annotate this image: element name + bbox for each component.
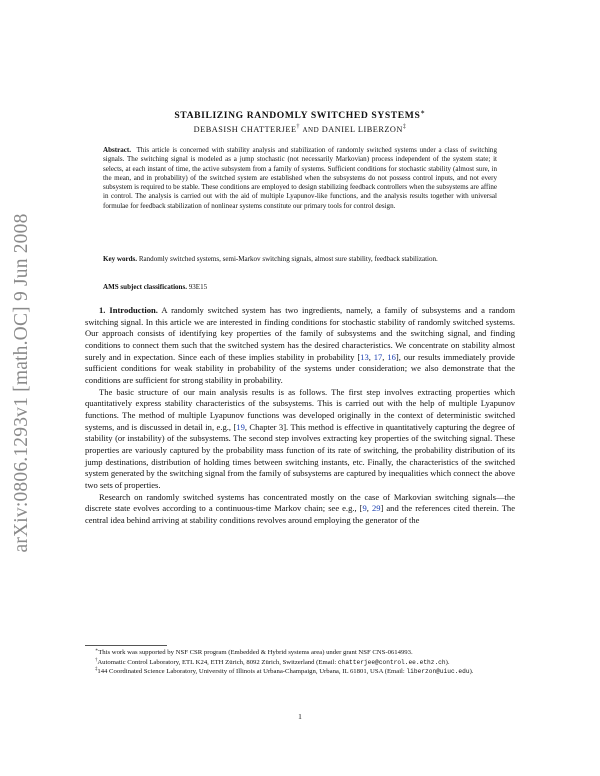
author-line: DEBASISH CHATTERJEE† AND DANIEL LIBERZON‡ [193, 124, 407, 134]
arxiv-sidebar-stamp [2, 185, 42, 580]
keywords-label: Key words. [103, 255, 138, 263]
page-number: 1 [298, 712, 302, 721]
keywords-text: Randomly switched systems, semi-Markov switching signals, almost sure stability, feedback stabilization. [138, 255, 438, 263]
citation-link[interactable]: 13 [360, 351, 369, 362]
ams-classifications [103, 283, 497, 291]
title-footnote-mark[interactable]: ∗ [420, 108, 426, 116]
citation-link[interactable]: 16 [387, 351, 396, 362]
footnote-divider [85, 645, 167, 646]
introduction-section [85, 305, 515, 526]
keywords [103, 255, 497, 264]
ams-label: AMS subject classifications. [103, 283, 187, 291]
author-2: DANIEL LIBERZON [321, 125, 403, 134]
email-link[interactable]: liberzon@uiuc.edu [406, 668, 470, 675]
footnote-2: †Automatic Control Laboratory, ETL K24, ETH Zürich, 8092 Zürich, Switzerland (Email: chatterjee@control.ee.ethz.ch). [95, 657, 450, 666]
footnotes [85, 648, 515, 677]
abstract-label: Abstract. [103, 146, 131, 154]
intro-paragraph-2: The basic structure of our main analysis results is as follows. The first step involves extracting properties which quantitatively express stability characteristics of the subsystems. This is carried out with the help of multiple Lyapunov functions. The method of multiple Lyapunov functions was developed originally in the context of deterministic switched systems, and is discussed in detail in, e.g., [19, Chapter 3]. This method is effective in quantitatively capturing the degree of stability (or instability) of the subsystems. The second step involves extracting key properties of the switching signal. These properties are variously captured by the probability mass function of its rate of switching, the probability distribution of its jump destinations, distribution of holding times between switching instants, etc. Finally, the characteristics of the switched system generated by the switching signal from the family of subsystems are captured by inequalities which connect the above two sets of properties. [85, 386, 515, 490]
intro-paragraph-1: 1. Introduction. A randomly switched system has two ingredients, namely, a family of subsystems and a random switching signal. In this article we are interested in finding conditions for stochastic stability of randomly switched systems. Our approach consists of identifying key properties of the family of subsystems and the switching signal, and finding conditions to connect them such that the switched system has the desired characteristics. We concentrate on stability almost surely and in expectation. Since each of these implies stability in probability [13, 17, 16], our results immediately provide sufficient conditions for weak stability in probability of the systems under consideration; we also demonstrate that the conditions are sufficient for strong stability in probability. [85, 305, 515, 385]
abstract-text: This article is concerned with stability analysis and stabilization of randomly switched systems under a class of switching signals. The switching signal is modeled as a jump stochastic (not necessarily Markovian) process independent of the system state; it selects, at each instant of time, the active subsystem from a family of systems. Sufficient conditions for stochastic stability (almost sure, in the mean, and in probability) of the switched system are established when the subsystems do not possess control inputs, and not every subsystem is required to be stable. These conditions are employed to design stabilizing feedback controllers when the subsystems are affine in control. The analysis is carried out with the aid of multiple Lyapunov-like functions, and the analysis results together with universal formulae for feedback stabilization of nonlinear systems constitute our primary tools for control design. [103, 146, 497, 210]
ams-code: 93E15 [188, 283, 208, 291]
author-1: DEBASISH CHATTERJEE [193, 125, 297, 134]
citation-link[interactable]: 9 [362, 503, 367, 514]
footnote-3: ‡144 Coordinated Science Laboratory, University of Illinois at Urbana-Champaign, Urbana, IL 61801, USA (Email: liberzon@uiuc.edu). [95, 666, 474, 675]
section-heading: 1. Introduction. [99, 305, 158, 315]
intro-paragraph-3: Research on randomly switched systems has concentrated mostly on the case of Markovian switching signals—the discrete state evolves according to a continuous-time Markov chain; see e.g., [9, 29] and the references cited therein. The central idea behind arriving at stability conditions revolves around employing the generator of the [85, 491, 515, 525]
citation-link[interactable]: 19 [236, 421, 245, 432]
email-link[interactable]: chatterjee@control.ee.ethz.ch [337, 658, 446, 666]
citation-link[interactable]: 17 [373, 351, 383, 362]
citation-link[interactable]: 29 [371, 503, 381, 514]
paper-title: STABILIZING RANDOMLY SWITCHED SYSTEMS∗ [174, 108, 426, 121]
arxiv-id: arXiv:0806.1293v1 [math.OC] 9 Jun 2008 [11, 212, 32, 553]
footnote-1: ∗This work was supported by NSF CSR program (Embedded & Hybrid systems area) under grant NSF CNS-0614993. [95, 647, 413, 656]
abstract [103, 146, 497, 211]
